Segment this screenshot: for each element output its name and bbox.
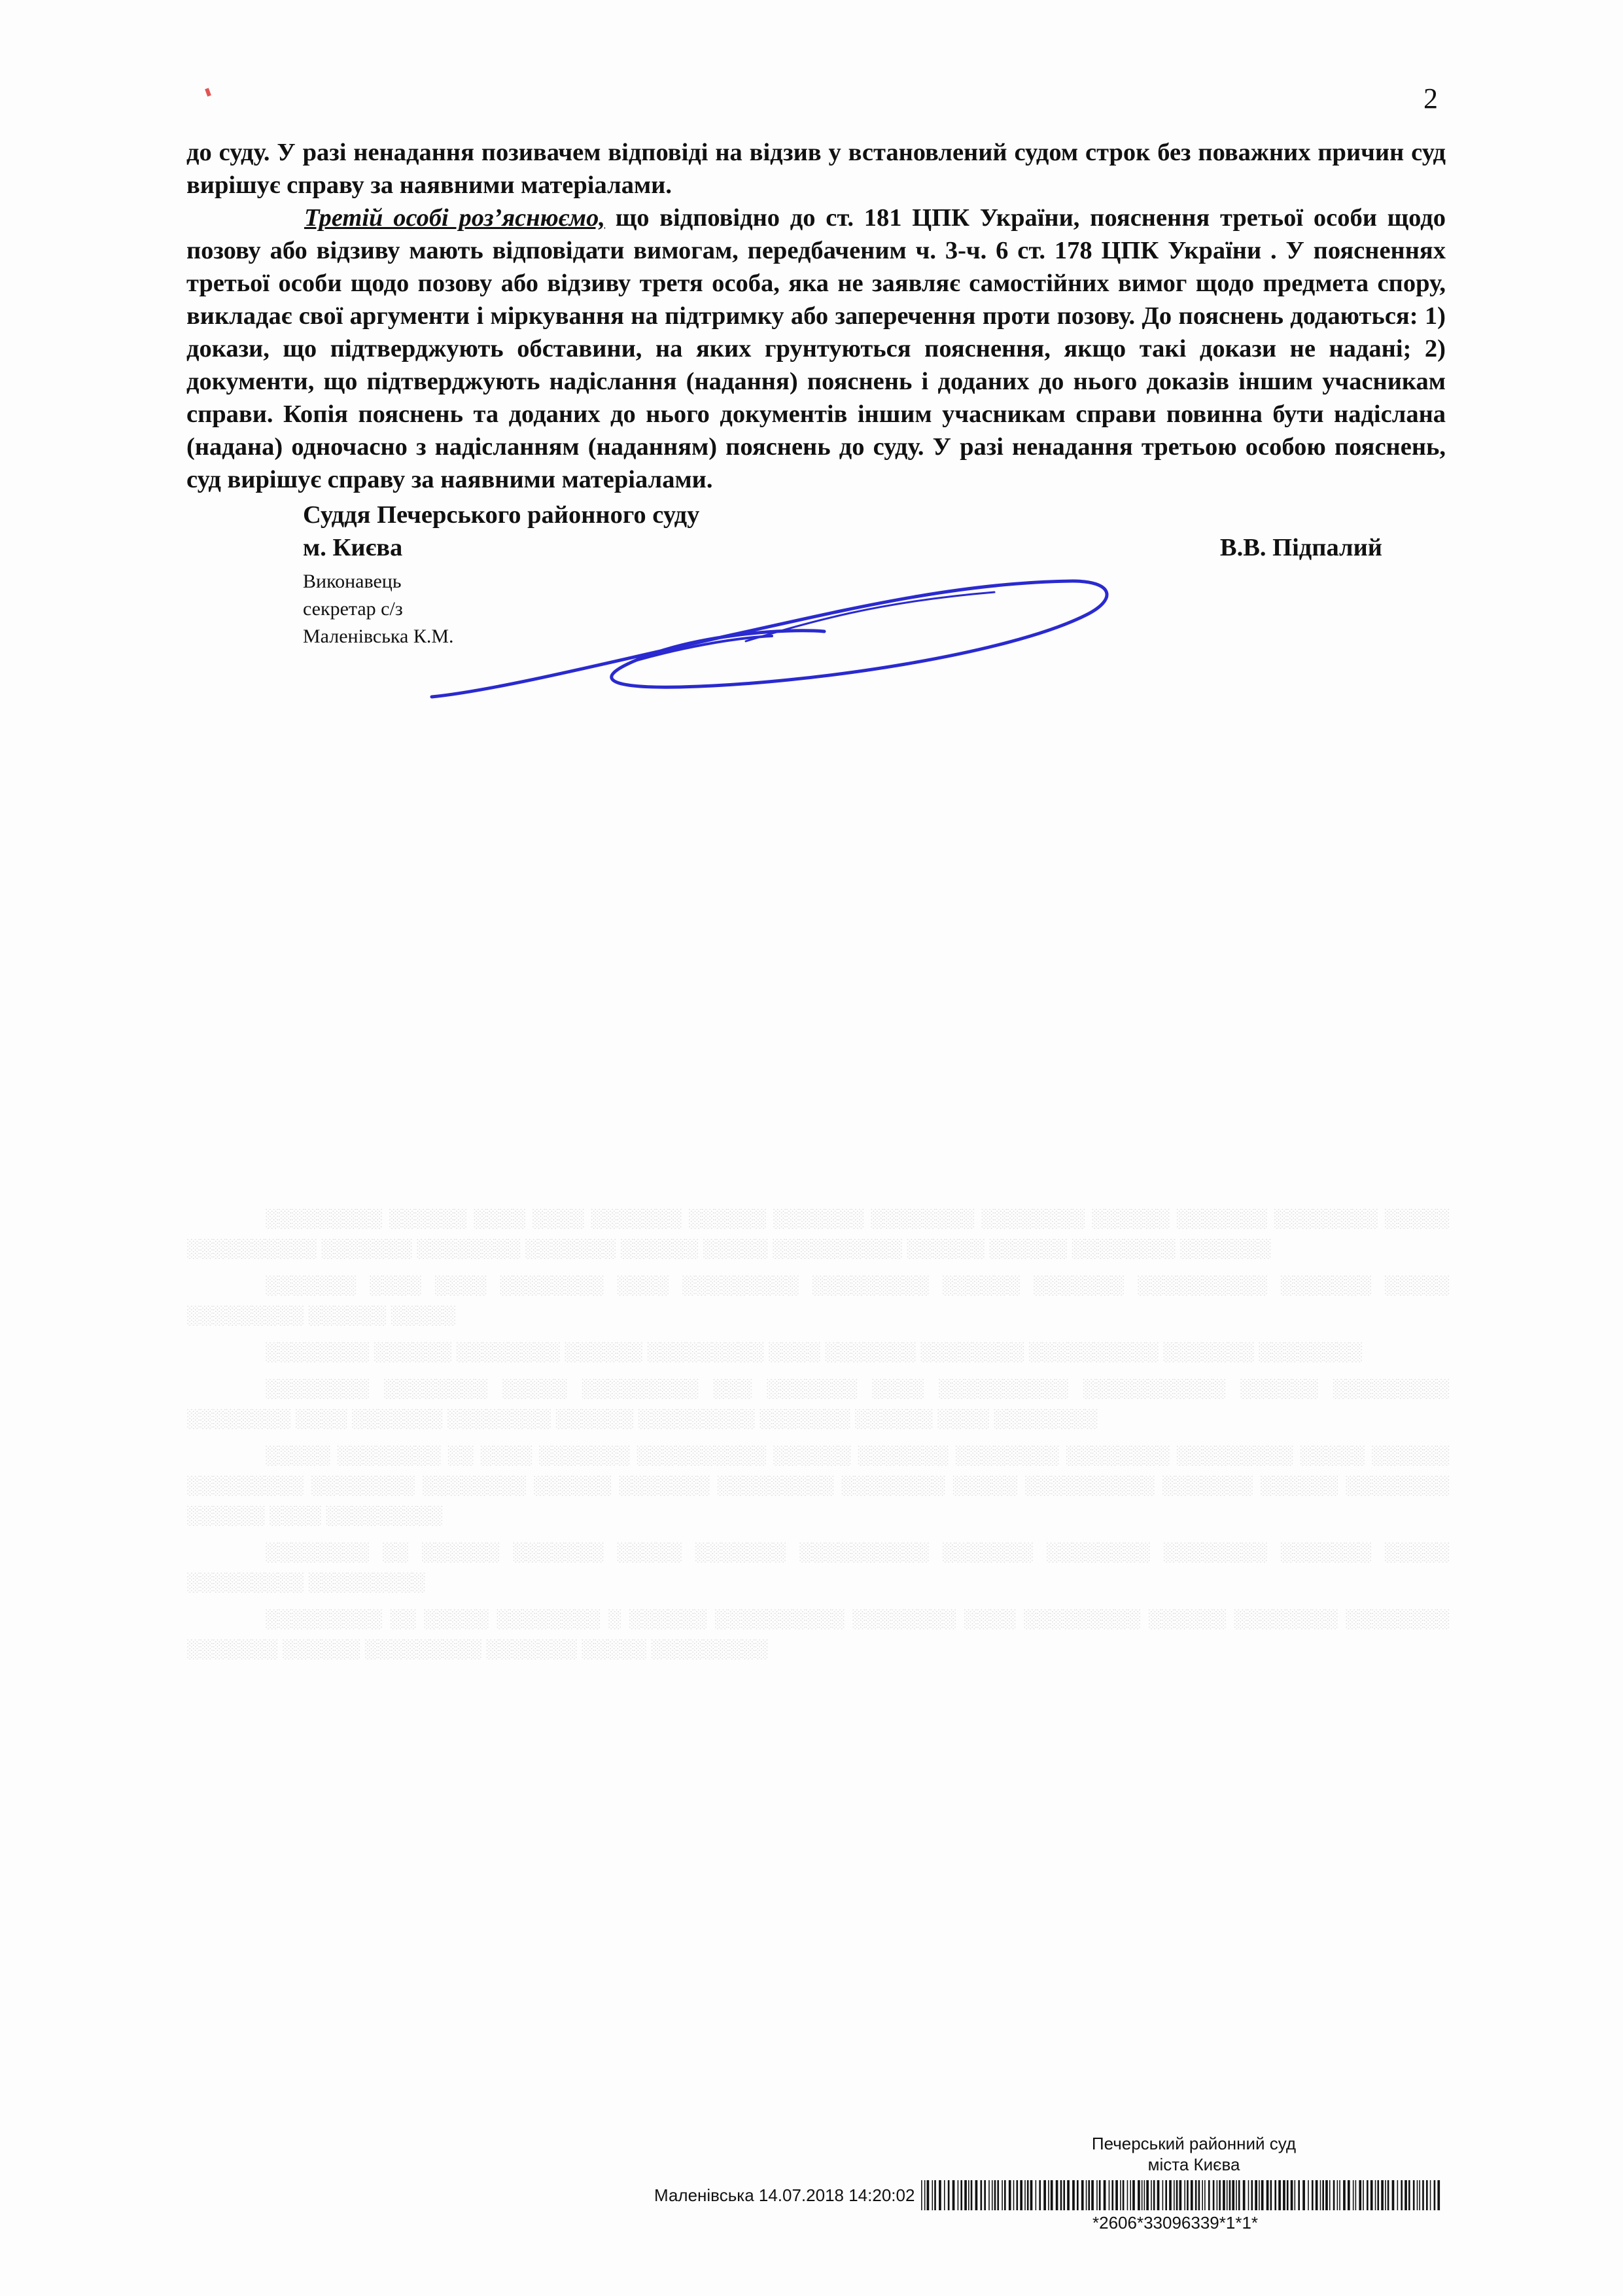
barcode-bar xyxy=(1370,2180,1373,2210)
barcode-bar xyxy=(1142,2180,1143,2210)
barcode-bar xyxy=(939,2180,942,2210)
barcode-bar xyxy=(1367,2180,1369,2210)
barcode-bar xyxy=(1295,2180,1296,2210)
barcode-bar xyxy=(975,2180,978,2210)
page-number: 2 xyxy=(1423,82,1438,115)
barcode-bar xyxy=(1261,2180,1264,2210)
barcode-bar xyxy=(965,2180,968,2210)
stamp-barcode-number: *2606*33096339*1*1* xyxy=(1092,2213,1259,2233)
barcode-bar xyxy=(1340,2180,1341,2210)
barcode-bar xyxy=(1051,2180,1053,2210)
barcode-bar xyxy=(1236,2180,1238,2210)
barcode-bar xyxy=(952,2180,955,2210)
barcode-bar xyxy=(1021,2180,1023,2210)
judge-name: В.В. Підпалий xyxy=(1219,534,1382,561)
barcode-bar xyxy=(1147,2180,1149,2210)
barcode-bar xyxy=(1089,2180,1091,2210)
barcode-bar xyxy=(994,2180,996,2210)
barcode-bar xyxy=(1138,2180,1140,2210)
barcode-bar xyxy=(1217,2180,1218,2210)
barcode-bar xyxy=(1187,2180,1189,2210)
barcode-bar xyxy=(1185,2180,1186,2210)
stamp-barcode-row xyxy=(654,2178,1446,2213)
barcode-bar xyxy=(1109,2180,1110,2210)
barcode-bar xyxy=(1176,2180,1178,2210)
barcode-bar xyxy=(958,2180,959,2210)
barcode-bar xyxy=(1099,2180,1101,2210)
barcode-bar xyxy=(1174,2180,1175,2210)
barcode-bar xyxy=(1153,2180,1155,2210)
barcode-bar xyxy=(1195,2180,1197,2210)
barcode-bar xyxy=(1275,2180,1277,2210)
barcode-bar xyxy=(1191,2180,1193,2210)
barcode-bar xyxy=(1229,2180,1231,2210)
barcode-bar xyxy=(1353,2180,1354,2210)
barcode-bar xyxy=(1223,2180,1226,2210)
stamp-clerk-datetime: Маленівська 14.07.2018 14:20:02 xyxy=(654,2185,915,2205)
stamp-court-line1: Печерський районний суд xyxy=(1091,2134,1297,2153)
paragraph-response-deadline: до суду. У разі ненадання позивачем відповіді на відзив у встановлений судом строк без поважних причин суд вирішує справу за наявними матеріалами. xyxy=(186,139,1446,199)
barcode-bar xyxy=(1243,2180,1246,2210)
barcode-bar xyxy=(1385,2180,1386,2210)
barcode-bar xyxy=(1116,2180,1119,2210)
barcode-bar xyxy=(1073,2180,1075,2210)
barcode-bar xyxy=(1397,2180,1399,2210)
barcode-bar xyxy=(1438,2180,1440,2210)
barcode-bar xyxy=(968,2180,969,2210)
judge-title-line1: Суддя Печерського районного суду xyxy=(303,501,700,529)
barcode-bar xyxy=(1430,2180,1431,2210)
barcode-bar xyxy=(1036,2180,1037,2210)
barcode-bar xyxy=(1426,2180,1428,2210)
barcode-bar xyxy=(971,2180,973,2210)
barcode-bar xyxy=(1170,2180,1172,2210)
barcode-bar xyxy=(1392,2180,1395,2210)
barcode-bar xyxy=(1248,2180,1249,2210)
barcode-bar xyxy=(1308,2180,1310,2210)
barcode-bar xyxy=(1423,2180,1425,2210)
barcode-bar xyxy=(1017,2180,1019,2210)
barcode-bar xyxy=(1227,2180,1228,2210)
barcode-bar xyxy=(1329,2180,1331,2210)
judge-title-row xyxy=(303,531,1382,564)
barcode-bar xyxy=(961,2180,963,2210)
barcode-bar xyxy=(1081,2180,1084,2210)
barcode-bar xyxy=(1097,2180,1098,2210)
barcode xyxy=(920,2180,1446,2210)
barcode-bar xyxy=(1077,2180,1079,2210)
barcode-bar xyxy=(1375,2180,1376,2210)
barcode-bar xyxy=(1337,2180,1338,2210)
barcode-bar xyxy=(1166,2180,1168,2210)
barcode-bar xyxy=(1291,2180,1293,2210)
third-party-label: Третій особі роз’яснюємо, xyxy=(304,204,605,232)
barcode-bar xyxy=(1151,2180,1153,2210)
barcode-bar xyxy=(1238,2180,1240,2210)
barcode-bar xyxy=(1127,2180,1128,2210)
barcode-bar xyxy=(932,2180,934,2210)
barcode-bar xyxy=(1205,2180,1206,2210)
barcode-bar xyxy=(924,2180,926,2210)
barcode-bar xyxy=(1060,2180,1062,2210)
executor-label: Виконавець xyxy=(303,571,402,592)
barcode-bar xyxy=(1408,2180,1410,2210)
barcode-bar xyxy=(1068,2180,1070,2210)
barcode-bar xyxy=(935,2180,937,2210)
barcode-bar xyxy=(1002,2180,1003,2210)
document-body xyxy=(186,136,1446,496)
barcode-bar xyxy=(985,2180,986,2210)
barcode-bar xyxy=(1009,2180,1011,2210)
barcode-bar xyxy=(1344,2180,1346,2210)
barcode-bar xyxy=(1266,2180,1269,2210)
barcode-bar xyxy=(1355,2180,1357,2210)
barcode-bar xyxy=(1123,2180,1125,2210)
barcode-bar xyxy=(992,2180,993,2210)
barcode-bar xyxy=(1092,2180,1094,2210)
barcode-bar xyxy=(1259,2180,1261,2210)
third-party-text: що відповідно до ст. 181 ЦПК України, пояснення третьої особи щодо позову або відзиву мають відповідати вимогам, передбаченим ч. 3-ч. 6 ст. 178 ЦПК України . У поясненнях третьої особи щодо позову або відзиву третя особа, яка не заявляє самостійних вимог щодо предмета спору, викладає свої аргументи і міркування на підтримку або заперечення проти позову. До пояснень додаються: 1) докази, що підтверджують обставини, на яких грунтуються пояснення, якщо такі докази не надані; 2) документи, що підтверджують надіслання (надання) пояснень і доданих до нього доказів іншим учасникам справи. Копія пояснень та доданих до нього документів іншим учасникам справи повинна бути надіслана (надана) одночасно з надісланням (наданням) пояснень до суду. У разі ненадання третьою особою пояснень, суд вирішує справу за наявними матеріалами. xyxy=(186,204,1446,493)
barcode-bar xyxy=(1251,2180,1253,2210)
barcode-bar xyxy=(944,2180,945,2210)
executor-position: секретар с/з xyxy=(303,598,403,620)
paragraph-third-party xyxy=(186,202,1446,496)
barcode-bar xyxy=(1299,2180,1300,2210)
barcode-bar xyxy=(1198,2180,1200,2210)
barcode-bar xyxy=(1255,2180,1258,2210)
barcode-bar xyxy=(1133,2180,1136,2210)
barcode-bar xyxy=(1323,2180,1325,2210)
executor-name: Маленівська К.М. xyxy=(303,626,454,647)
barcode-bar xyxy=(1162,2180,1164,2210)
barcode-bar xyxy=(1348,2180,1350,2210)
barcode-bar xyxy=(1434,2180,1436,2210)
barcode-bar xyxy=(1121,2180,1122,2210)
barcode-bar xyxy=(1270,2180,1272,2210)
barcode-bar xyxy=(1025,2180,1026,2210)
barcode-bar xyxy=(1287,2180,1289,2210)
barcode-bar xyxy=(1413,2180,1415,2210)
barcode-bar xyxy=(1030,2180,1033,2210)
barcode-bar xyxy=(1027,2180,1029,2210)
barcode-bar xyxy=(922,2180,923,2210)
barcode-bar xyxy=(1179,2180,1182,2210)
barcode-bar xyxy=(927,2180,930,2210)
barcode-bar xyxy=(1283,2180,1286,2210)
barcode-bar xyxy=(1039,2180,1041,2210)
barcode-bar xyxy=(1420,2180,1421,2210)
handwritten-signature xyxy=(419,563,1125,713)
barcode-bar xyxy=(998,2180,1000,2210)
barcode-bar xyxy=(1359,2180,1362,2210)
reverse-side-show-through: ░░░░░░░░░ ░░░░░░ ░░░░ ░░░░ ░░░░░░░ ░░░░░░ ░░░░░░░ ░░░░░░░░ ░░░░░░░░ ░░░░░░ ░░░░░░░ ░░░░░░░░ ░░░░░ ░░░░░░░░░░ ░░░░░░░ ░░░░░░░░ ░░░░░░░ ░░░░░░ ░░░░░ ░░░░░░░░░░ ░░░░░░ ░░░░░░ ░░░░░░░░ ░░░░░░░ ░░░░░░░ ░░░░ ░░░░ ░░░░░░░░ ░░░░ ░░░░░░░░░ ░░░░░░░░░ ░░░░░░ ░░░░░░░ ░░░░░░░░░░ ░░░░░░░ ░░░░░ ░░░░░░░░░ ░░░░░░ ░░░░░ ░░░░░░░░ ░░░░░░ ░░░░░░░░ ░░░░░░ ░░░░░░░░░ ░░░░ ░░░░░░░ ░░░░░░░░ ░░░░░░░░░░ ░░░░░░░ ░░░░░░░░ ░░░░░░░░ ░░░░░░░░ ░░░░░ ░░░░░░░░░ ░░░ ░░░░░░░ ░░░░ ░░░░░░░░░░ ░░░░░░░░░░░ ░░░░░░ ░░░░░░░░░ ░░░░░░░░ ░░░░ ░░░░░░░ ░░░░░░░░ ░░░░░░ ░░░░░░░░░ ░░░░░░░ ░░░░░░ ░░░░ ░░░░░░░░ ░░░░░ ░░░░░░░░ ░░ ░░░░ ░░░░░░░ ░░░░░░░░░░ ░░░░░░ ░░░░░░░ ░░░░░░░░ ░░░░░░░░ ░░░░░░░░░ ░░░░░ ░░░░░░ ░░░░░░░░░ ░░░░░░░░ ░░░░░░░░ ░░░░░░ ░░░░░░░ ░░░░░░░░░ ░░░░░░░░ ░░░░░ ░░░░░░░░░░ ░░░░░░░ ░░░░░░ ░░░░░░░░ ░░░░░░ ░░░░ ░░░░░░░░░ ░░░░░░░░ ░░ ░░░░░░ ░░░░░░░ ░░░░░ ░░░░░░░ ░░░░░░░░░░ ░░░░░░░ ░░░░░░░░ ░░░░░░░░ ░░░░░░░ ░░░░░ ░░░░░░░░░ ░░░░░░░░░ ░░░░░░░░░ ░░ ░░░░░ ░░░░░░░░ ░ ░░░░░░ ░░░░░░░░░░ ░░░░░░░░ ░░░░ ░░░░░░░░░ ░░░░░░ ░░░░░░░░ ░░░░░░░░ ░░░░░░░ ░░░░░░ ░░░░░░░░░ ░░░░░░░ ░░░░░ ░░░░░░░░░ xyxy=(186,1209,1449,1659)
barcode-bar xyxy=(1303,2180,1306,2210)
barcode-bar xyxy=(1004,2180,1006,2210)
barcode-bar xyxy=(1219,2180,1221,2210)
barcode-bar xyxy=(948,2180,950,2210)
barcode-bar xyxy=(1382,2180,1384,2210)
barcode-bar xyxy=(1144,2180,1145,2210)
judge-title-line2: м. Києва xyxy=(303,534,403,561)
barcode-bar xyxy=(1056,2180,1058,2210)
barcode-bar xyxy=(1049,2180,1050,2210)
barcode-bar xyxy=(1320,2180,1321,2210)
judge-signature-block xyxy=(303,499,1382,564)
barcode-bar xyxy=(981,2180,983,2210)
barcode-bar xyxy=(1405,2180,1408,2210)
stamp-court-line2: міста Києва xyxy=(1147,2155,1240,2174)
barcode-bar xyxy=(1333,2180,1335,2210)
barcode-bar xyxy=(989,2180,990,2210)
barcode-bar xyxy=(1417,2180,1418,2210)
red-pen-mark xyxy=(205,88,211,96)
barcode-bar xyxy=(1316,2180,1318,2210)
barcode-bar xyxy=(1326,2180,1329,2210)
barcode-bar xyxy=(1312,2180,1314,2210)
barcode-bar xyxy=(1387,2180,1389,2210)
barcode-bar xyxy=(1279,2180,1282,2210)
barcode-bar xyxy=(1213,2180,1215,2210)
barcode-bar xyxy=(1064,2180,1066,2210)
barcode-bar xyxy=(1112,2180,1114,2210)
barcode-bar xyxy=(1208,2180,1210,2210)
barcode-bar xyxy=(1157,2180,1160,2210)
barcode-bar xyxy=(1104,2180,1106,2210)
barcode-bar xyxy=(1363,2180,1365,2210)
stamp-court-name xyxy=(1076,2133,1312,2175)
barcode-bar xyxy=(1401,2180,1403,2210)
barcode-bar xyxy=(1378,2180,1380,2210)
barcode-bar xyxy=(1130,2180,1132,2210)
barcode-bar xyxy=(1086,2180,1087,2210)
barcode-bar xyxy=(1044,2180,1047,2210)
barcode-bar xyxy=(1013,2180,1015,2210)
barcode-bar xyxy=(1202,2180,1204,2210)
barcode-bar xyxy=(1232,2180,1235,2210)
